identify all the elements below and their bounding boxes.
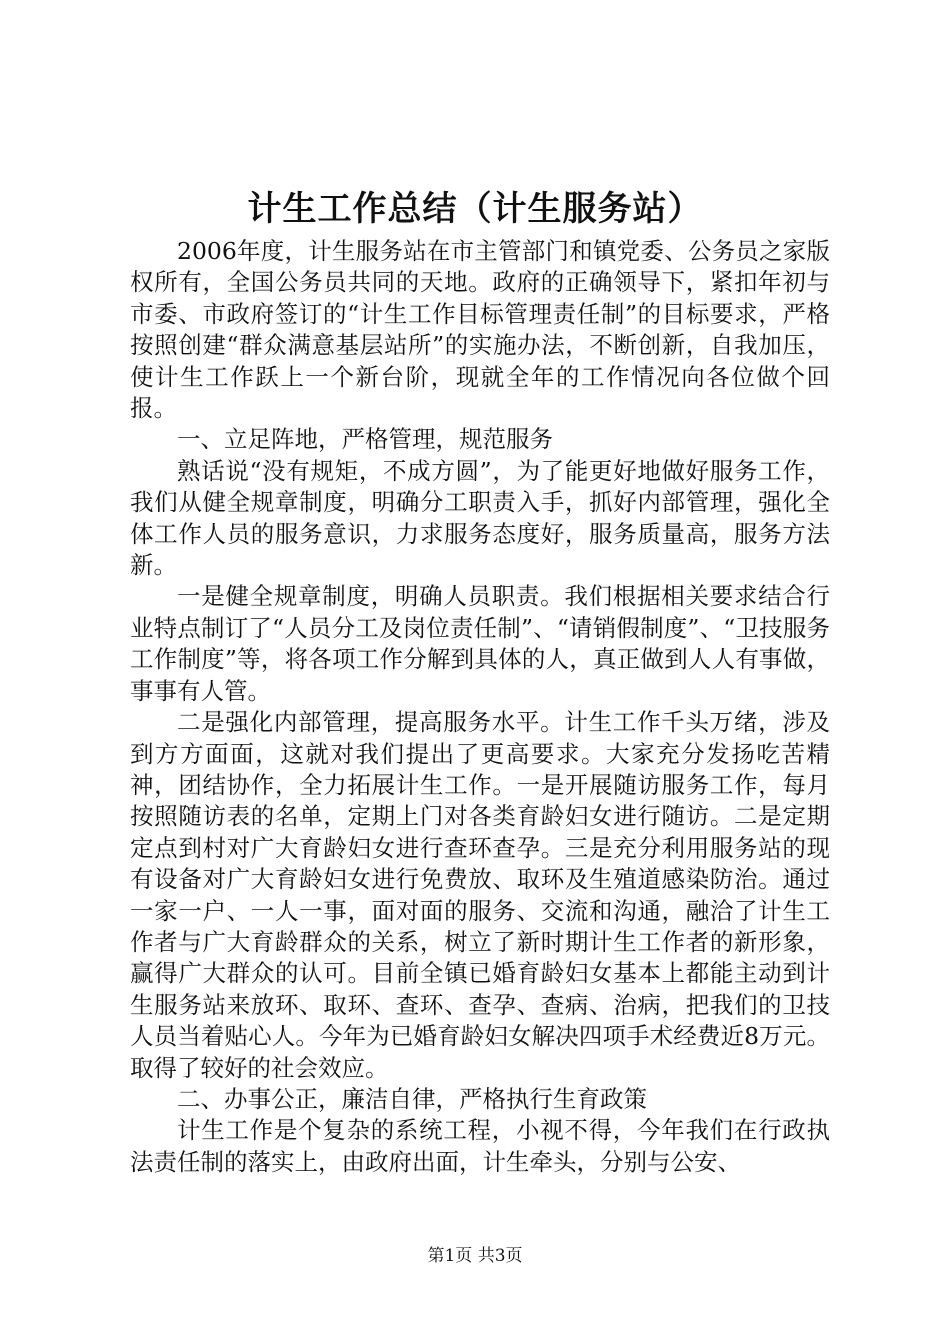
- paragraph-rules: 一是健全规章制度，明确人员职责。我们根据相关要求结合行业特点制订了“人员分工及岗位责任制”、“请销假制度”、“卫技服务工作制度”等，将各项工作分解到具体的人，真正做到人人有事做，事事有人管。: [130, 582, 830, 705]
- page-footer: 第1页 共3页: [427, 1246, 523, 1266]
- section-heading-1: 一、立足阵地，严格管理，规范服务: [177, 425, 553, 454]
- paragraph-management: 二是强化内部管理，提高服务水平。计生工作千头万绪，涉及到方方面面，这就对我们提出了更高要求。大家充分发扬吃苦精神，团结协作，全力拓展计生工作。一是开展随访服务工作，每月按照随访表的名单，定期上门对各类育龄妇女进行随访。二是定期定点到村对广大育龄妇女进行查环查孕。三是充分利用服务站的现有设备对广大育龄妇女进行免费放、取环及生殖道感染防治。通过一家一户、一人一事，面对面的服务、交流和沟通，融洽了计生工作者与广大育龄群众的关系，树立了新时期计生工作者的新形象，赢得广大群众的认可。目前全镇已婚育龄妇女基本上都能主动到计生服务站来放环、取环、查环、查孕、查病、治病，把我们的卫技人员当着贴心人。今年为已婚育龄妇女解决四项手术经费近8万元。取得了较好的社会效应。: [130, 708, 830, 1082]
- document-title: 计生工作总结（计生服务站）: [247, 189, 703, 229]
- paragraph-intro: 2006年度，计生服务站在市主管部门和镇党委、公务员之家版权所有，全国公务员共同的天地。政府的正确领导下，紧扣年初与市委、市政府签订的“计生工作目标管理责任制”的目标要求，严格按照创建“群众满意基层站所”的实施办法，不断创新，自我加压，使计生工作跃上一个新台阶，现就全年的工作情况向各位做个回报。: [130, 237, 830, 423]
- document-body: [130, 236, 830, 1178]
- paragraph-section-2-intro: 计生工作是个复杂的系统工程，小视不得，今年我们在行政执法责任制的落实上，由政府出面，计生牵头，分别与公安、: [130, 1116, 830, 1176]
- paragraph-section-1-intro: 熟话说“没有规矩，不成方圆”，为了能更好地做好服务工作，我们从健全规章制度，明确分工职责入手，抓好内部管理，强化全体工作人员的服务意识，力求服务态度好，服务质量高，服务方法新。: [130, 456, 830, 580]
- section-heading-2: 二、办事公正，廉洁自律，严格执行生育政策: [177, 1084, 647, 1113]
